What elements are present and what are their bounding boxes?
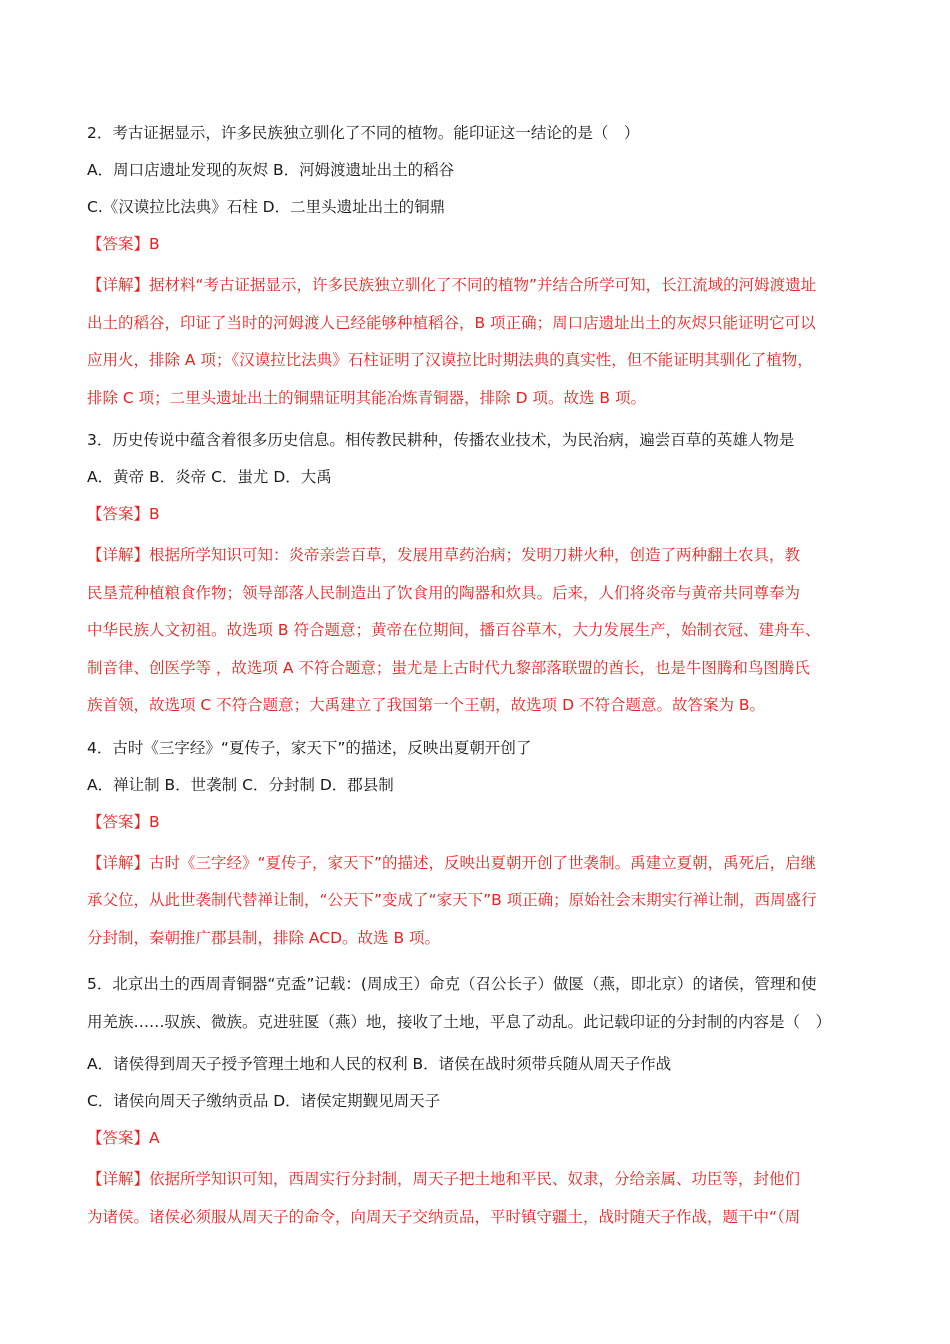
question-4 xyxy=(87,734,865,958)
question-5 xyxy=(87,966,865,1236)
question-3-options: A．黄帝 B．炎帝 C．蚩尤 D．大禹 xyxy=(87,468,332,486)
question-2-explanation xyxy=(87,267,865,417)
question-3-explanation-line: 中华民族人文初祖。故选项 B 符合题意；黄帝在位期间，播百谷草木，大力发展生产，始制衣冠、建舟车、 xyxy=(87,621,821,639)
question-2-option-line-2: C.《汉谟拉比法典》石柱 D．二里头遗址出土的铜鼎 xyxy=(87,198,446,216)
document-content xyxy=(87,119,865,1245)
question-2-stem: 2．考古证据显示，许多民族独立驯化了不同的植物。能印证这一结论的是（ ） xyxy=(87,124,640,142)
question-2-explanation-line: 应用火，排除 A 项；《汉谟拉比法典》石柱证明了汉谟拉比时期法典的真实性，但不能证明其驯化了植物， xyxy=(87,351,813,369)
question-2 xyxy=(87,119,865,417)
question-4-stem: 4．古时《三字经》“夏传子，家天下”的描述，反映出夏朝开创了 xyxy=(87,738,532,757)
question-4-explanation-line: 承父位，从此世袭制代替禅让制，“公天下”变成了“家天下”B 项正确；原始社会末期实行禅让制，西周盛行 xyxy=(87,891,817,909)
question-4-explanation-line: 【详解】古时《三字经》“夏传子，家天下”的描述，反映出夏朝开创了世袭制。禹建立夏朝，禹死后，启继 xyxy=(87,853,817,872)
question-5-explanation-line: 【详解】依据所学知识可知，西周实行分封制，周天子把土地和平民、奴隶，分给亲属、功臣等，封他们 xyxy=(87,1170,801,1188)
question-4-options: A．禅让制 B．世袭制 C．分封制 D．郡县制 xyxy=(87,775,394,794)
question-5-explanation xyxy=(87,1161,865,1236)
question-5-stem-line: 用羌族……驭族、微族。克进驻匽（燕）地，接收了土地，平息了动乱。此记载印证的分封制的内容是（ ） xyxy=(87,1012,832,1031)
question-5-answer: 【答案】A xyxy=(87,1129,160,1147)
question-5-option-line-2: C．诸侯向周天子缴纳贡品 D．诸侯定期觐见周天子 xyxy=(87,1092,441,1110)
question-5-stem xyxy=(87,966,865,1041)
question-3-stem: 3．历史传说中蕴含着很多历史信息。相传教民耕种，传播农业技术，为民治病，遍尝百草的英雄人物是 xyxy=(87,431,795,449)
question-5-explanation-line: 为诸侯。诸侯必须服从周天子的命令，向周天子交纳贡品，平时镇守疆土，战时随天子作战，题干中“（周 xyxy=(87,1207,801,1226)
question-3 xyxy=(87,426,865,725)
question-5-option-line-1: A．诸侯得到周天子授予管理土地和人民的权利 B．诸侯在战时须带兵随从周天子作战 xyxy=(87,1055,672,1073)
question-3-explanation-line: 制音律、创医学等 ，故选项 A 不符合题意；蚩尤是上古时代九黎部落联盟的酋长，也是牛图腾和鸟图腾氏 xyxy=(87,658,810,677)
question-3-explanation xyxy=(87,537,865,725)
question-2-answer: 【答案】B xyxy=(87,235,160,253)
question-3-answer: 【答案】B xyxy=(87,505,160,523)
question-2-option-line-1: A．周口店遗址发现的灰烬 B．河姆渡遗址出土的稻谷 xyxy=(87,161,455,179)
question-2-explanation-line: 【详解】据材料“考古证据显示，许多民族独立驯化了不同的植物”并结合所学可知，长江流域的河姆渡遗址 xyxy=(87,276,817,294)
question-4-answer: 【答案】B xyxy=(87,812,160,831)
question-3-explanation-line: 【详解】根据所学知识可知：炎帝亲尝百草，发展用草药治病；发明刀耕火种，创造了两种翻土农具，教 xyxy=(87,546,801,564)
question-3-explanation-line: 族首领，故选项 C 不符合题意；大禹建立了我国第一个王朝，故选项 D 不符合题意。故答案为 B。 xyxy=(87,696,766,714)
question-2-explanation-line: 出土的稻谷，印证了当时的河姆渡人已经能够种植稻谷，B 项正确；周口店遗址出土的灰烬只能证明它可以 xyxy=(87,313,816,332)
question-5-stem-line: 5．北京出土的西周青铜器“克盉”记载：(周成王）命克（召公长子）做匽（燕，即北京）的诸侯，管理和使 xyxy=(87,975,817,993)
question-4-explanation-line: 分封制，秦朝推广郡县制，排除 ACD。故选 B 项。 xyxy=(87,928,441,947)
question-2-explanation-line: 排除 C 项；二里头遗址出土的铜鼎证明其能冶炼青铜器，排除 D 项。故选 B 项。 xyxy=(87,388,646,407)
question-4-explanation xyxy=(87,845,865,958)
question-3-explanation-line: 民垦荒种植粮食作物；领导部落人民制造出了饮食用的陶器和炊具。后来，人们将炎帝与黄帝共同尊奉为 xyxy=(87,583,801,602)
